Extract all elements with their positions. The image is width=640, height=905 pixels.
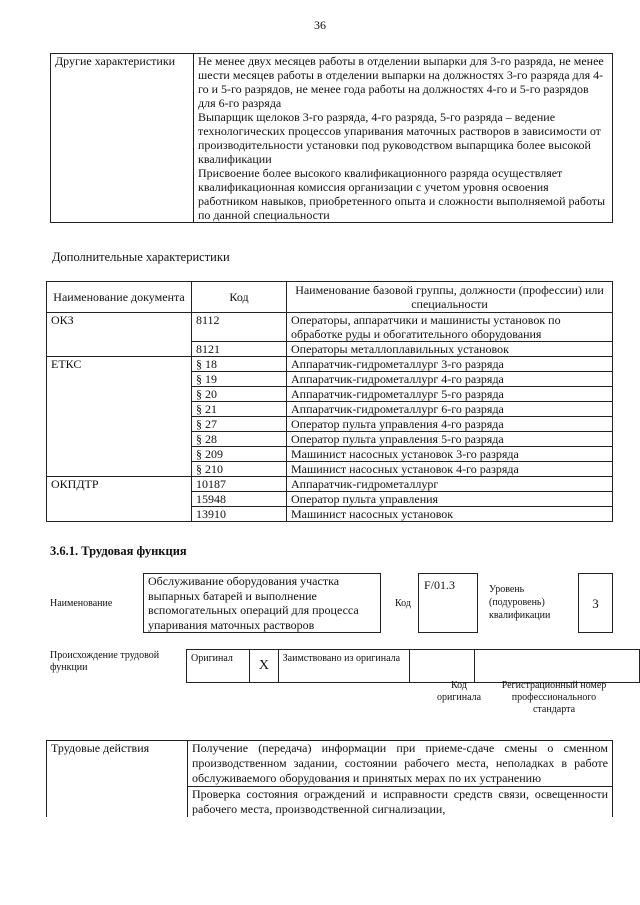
header-code: Код <box>192 282 287 313</box>
group-name-cell: Операторы металлоплавильных установок <box>287 342 613 357</box>
level-label-line: (подуровень) <box>489 597 545 608</box>
other-content <box>194 54 613 223</box>
origin-table <box>186 649 640 683</box>
code-original-caption: Код оригинала <box>436 680 482 703</box>
code-cell: 8121 <box>192 342 287 357</box>
section-title: 3.6.1. Трудовая функция <box>50 544 187 558</box>
table-row <box>47 357 613 372</box>
other-label: Другие характеристики <box>51 54 194 223</box>
name-label: Наименование <box>50 598 113 609</box>
table-row <box>47 313 613 342</box>
code-cell: 10187 <box>192 477 287 492</box>
code-label: Код <box>395 598 411 609</box>
other-characteristics-table <box>50 53 613 223</box>
original-mark: X <box>250 650 278 683</box>
document-name-cell: ОКЗ <box>47 313 192 357</box>
table-row <box>47 477 613 492</box>
level-label <box>489 583 550 622</box>
group-name-cell: Оператор пульта управления <box>287 492 613 507</box>
code-cell: 15948 <box>192 492 287 507</box>
document-name-cell: ЕТКС <box>47 357 192 477</box>
group-name-cell: Аппаратчик-гидрометаллург 4-го разряда <box>287 372 613 387</box>
origin-code-cell <box>409 650 475 683</box>
code-cell: § 27 <box>192 417 287 432</box>
code-cell: § 20 <box>192 387 287 402</box>
action-item: Получение (передача) информации при приеме-сдаче смены о сменном производственном задании, состоянии рабочего места, неполадках в работе обслуживаемого оборудования и принятых мерах по их устранению <box>188 741 613 787</box>
origin-label-text: Происхождение трудовой функции <box>50 650 160 673</box>
group-name-cell: Аппаратчик-гидрометаллург <box>287 477 613 492</box>
other-paragraph: Выпарщик щелоков 3-го разряда, 4-го разряда, 5-го разряда – ведение технологических процессов упаривания маточных растворов в зависимости от производительности установки под руководством выпарщика более высокой квалификации <box>198 110 601 166</box>
function-code: F/01.3 <box>418 573 478 633</box>
code-cell: 8112 <box>192 313 287 342</box>
code-cell: § 210 <box>192 462 287 477</box>
code-cell: 13910 <box>192 507 287 522</box>
other-paragraph: Не менее двух месяцев работы в отделении выпарки для 3-го разряда, не менее шести месяцев работы в отделении выпарки на должностях 3-го разряда для 4-го и 5-го разрядов, не менее года работы на должностях 4-го и 5-го разрядов для 6-го разряда <box>198 54 604 110</box>
group-name-cell: Машинист насосных установок 4-го разряда <box>287 462 613 477</box>
group-name-cell: Аппаратчик-гидрометаллург 6-го разряда <box>287 402 613 417</box>
additional-table <box>46 281 613 522</box>
header-document: Наименование документа <box>47 282 192 313</box>
group-name-cell: Операторы, аппаратчики и машинисты установок по обработке руды и обогатительного оборудования <box>287 313 613 342</box>
code-cell: § 18 <box>192 357 287 372</box>
group-name-cell: Машинист насосных установок <box>287 507 613 522</box>
group-name-cell: Оператор пульта управления 4-го разряда <box>287 417 613 432</box>
original-label: Оригинал <box>187 650 250 683</box>
qualification-level: 3 <box>578 573 613 633</box>
actions-label: Трудовые действия <box>47 741 188 818</box>
level-label-line: Уровень <box>489 584 525 595</box>
group-name-cell: Машинист насосных установок 3-го разряда <box>287 447 613 462</box>
additional-table-body <box>47 313 613 522</box>
registration-caption: Регистрационный номер профессионального стандарта <box>501 680 607 715</box>
group-name-cell: Оператор пульта управления 5-го разряда <box>287 432 613 447</box>
borrowed-label: Заимствовано из оригинала <box>278 650 409 683</box>
code-cell: § 19 <box>192 372 287 387</box>
labor-actions-table <box>46 740 613 817</box>
function-name: Обслуживание оборудования участка выпарных батарей и выполнение вспомогательных операций для процесса упаривания маточных растворов <box>143 573 381 633</box>
code-cell: § 21 <box>192 402 287 417</box>
additional-heading: Дополнительные характеристики <box>52 250 230 264</box>
level-label-line: квалификации <box>489 610 551 621</box>
document-name-cell: ОКПДТР <box>47 477 192 522</box>
code-cell: § 28 <box>192 432 287 447</box>
origin-label <box>50 650 180 674</box>
action-item: Проверка состояния ограждений и исправности средств связи, освещенности рабочего места, производственной сигнализации, <box>188 787 613 818</box>
code-cell: § 209 <box>192 447 287 462</box>
registration-number-cell <box>475 650 640 683</box>
other-paragraph: Присвоение более высокого квалификационного разряда осуществляет квалификационная комиссия организации с учетом уровня освоения работником навыков, приобретенного опыта и сложности выполняемой работы по данной специальности <box>198 166 606 222</box>
header-group: Наименование базовой группы, должности (профессии) или специальности <box>287 282 613 313</box>
page-number: 36 <box>314 18 326 32</box>
group-name-cell: Аппаратчик-гидрометаллург 5-го разряда <box>287 387 613 402</box>
group-name-cell: Аппаратчик-гидрометаллург 3-го разряда <box>287 357 613 372</box>
